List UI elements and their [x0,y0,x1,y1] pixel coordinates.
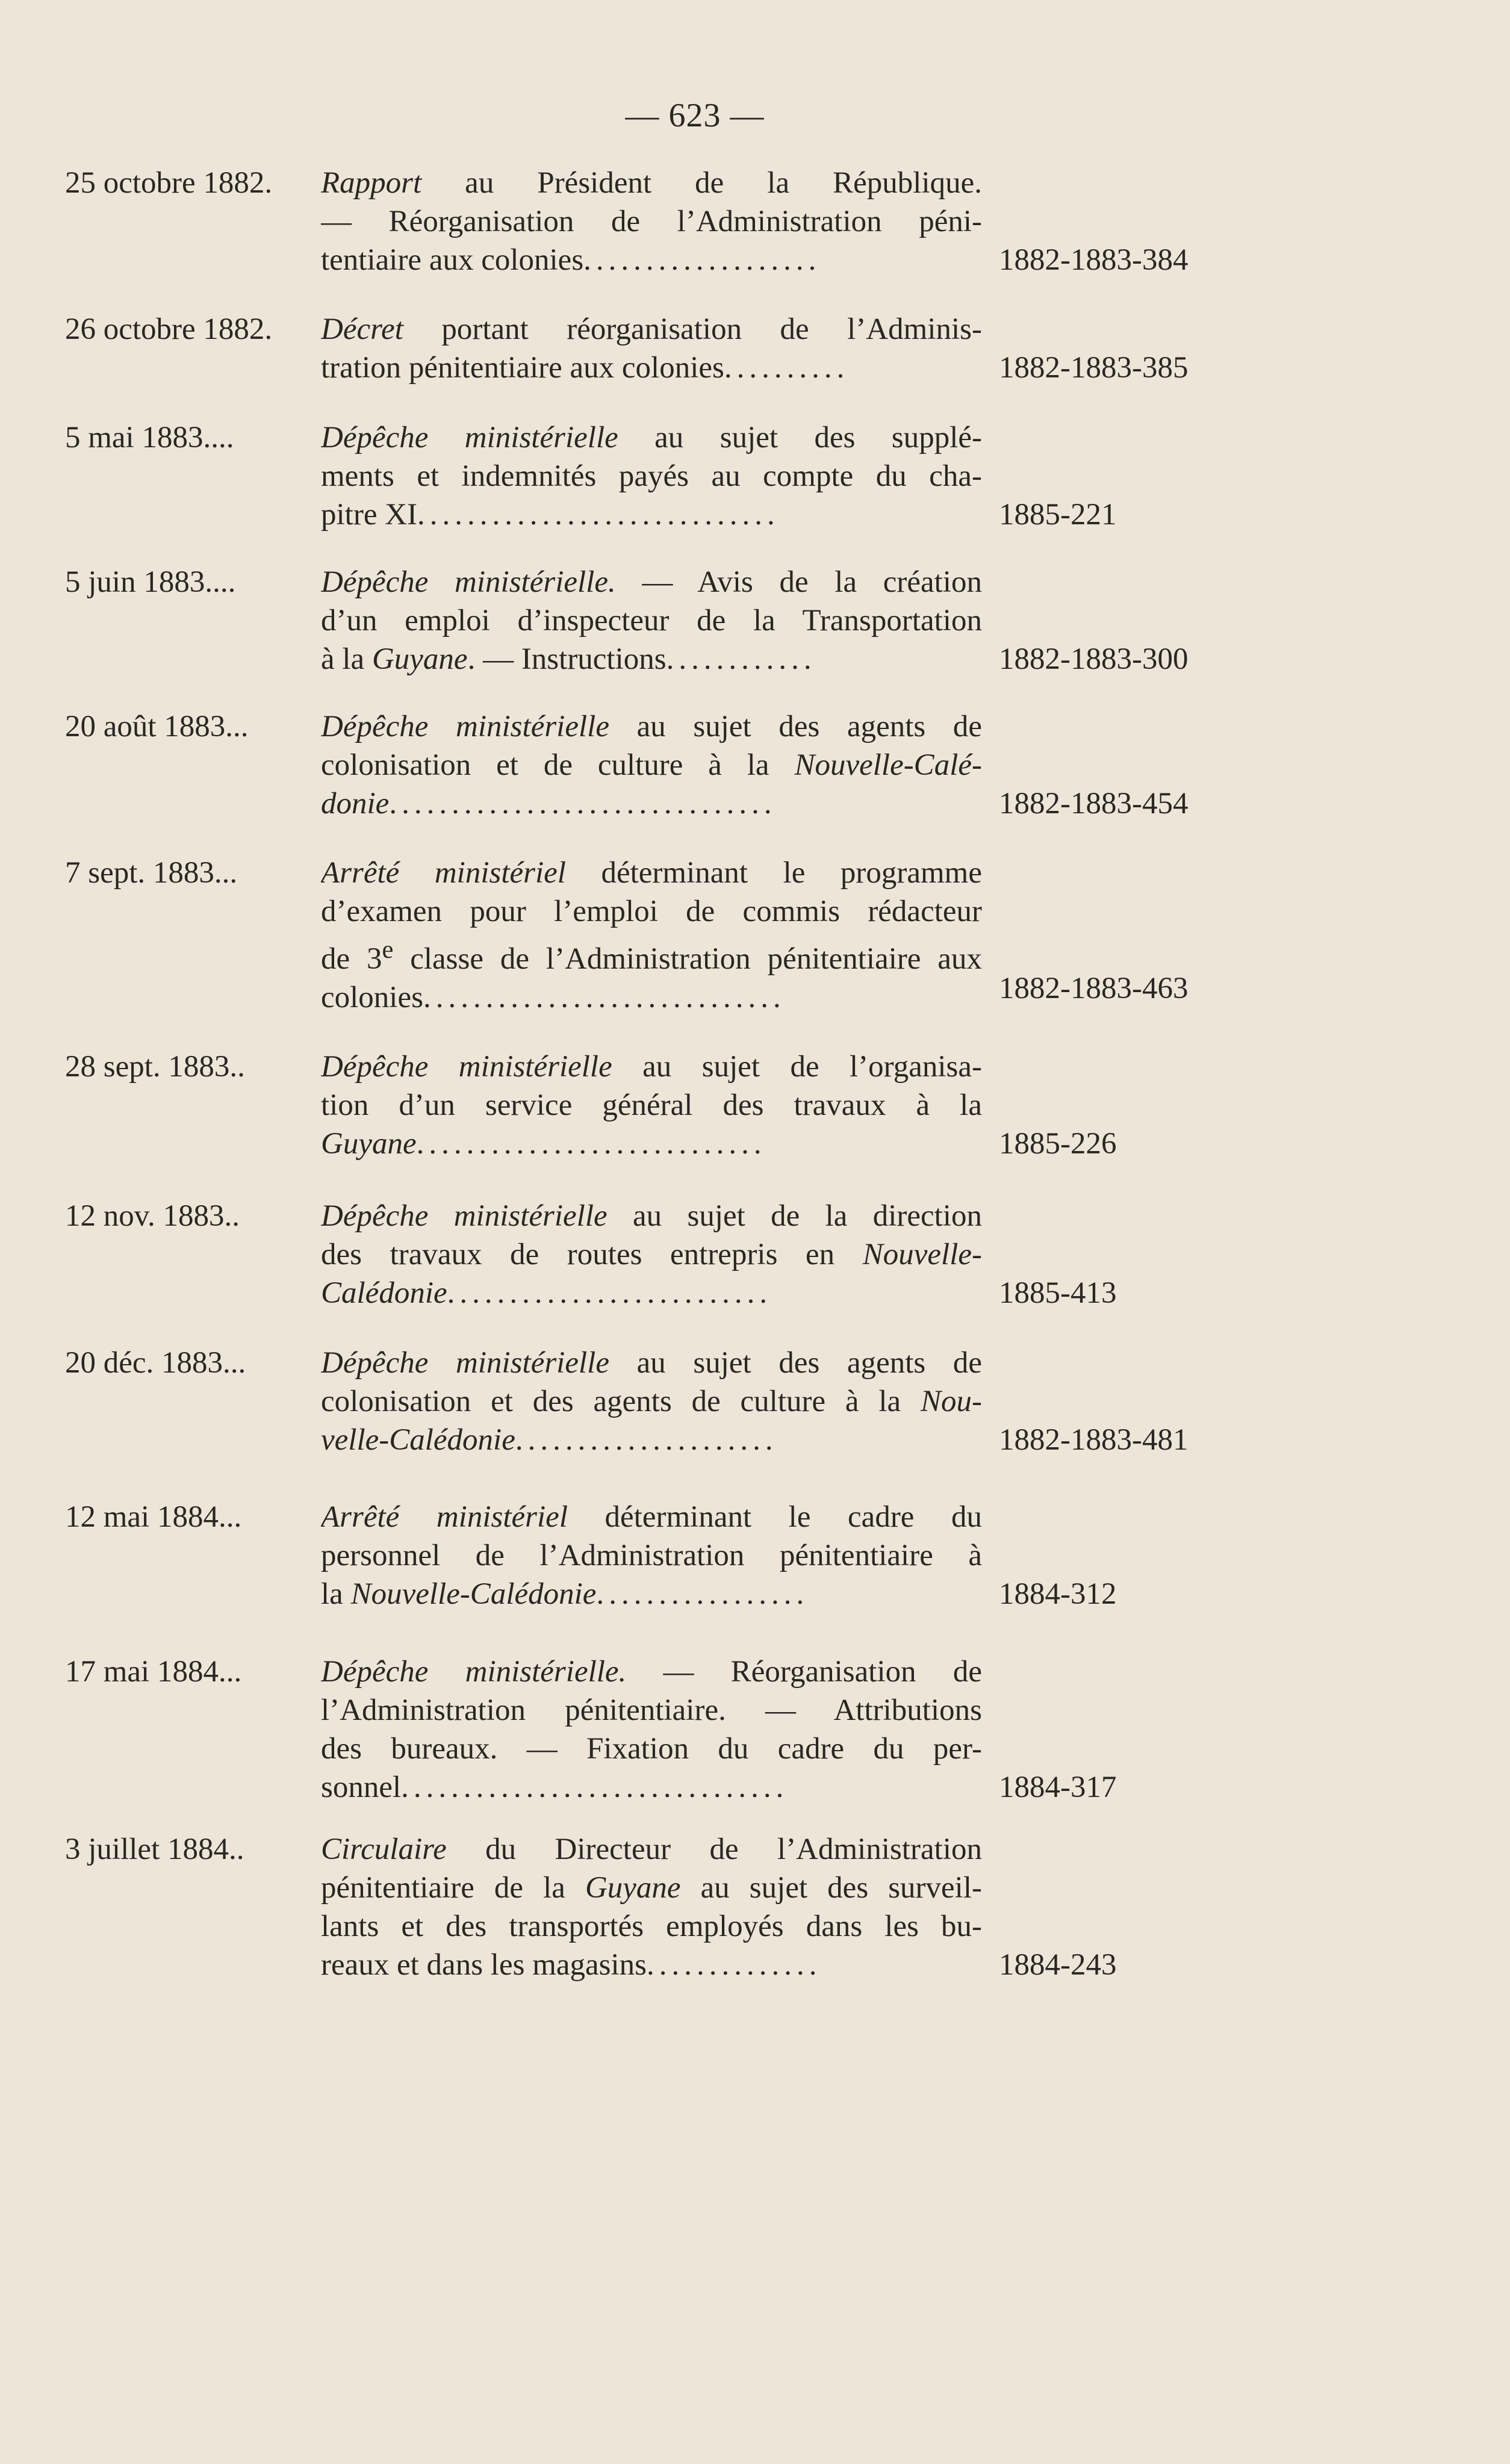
description-line: pitre XI............................. [321,498,780,532]
entry-date: 20 août 1883... [65,710,249,743]
description-line: ments et indemnités payés au compte du cha- [321,459,982,493]
description-line: Dépêche ministérielle au sujet des agents de [321,710,982,743]
leader-dots: .......... [724,351,850,385]
description-line: Rapport au Président de la République. [321,166,982,200]
entry-reference: 1882-1883-384 [999,243,1188,277]
leader-dots: ................... [583,243,821,277]
description-line: Arrêté ministériel déterminant le programme [321,856,982,890]
entry-date: 25 octobre 1882. [65,166,273,200]
description-line: sonnel............................... [321,1770,789,1804]
entry-date: 26 octobre 1882. [65,312,273,346]
entry-description [321,563,982,678]
entry-reference: 1882-1883-481 [999,1423,1188,1457]
description-line: Dépêche ministérielle. — Réorganisation de [321,1655,982,1689]
description-line: colonisation et des agents de culture à la Nou- [321,1385,982,1418]
leader-dots: .............. [647,1948,822,1982]
leader-dots: .......................... [447,1276,772,1310]
entry-reference: 1884-317 [999,1770,1117,1804]
entry-description [321,1498,982,1613]
description-line: colonisation et de culture à la Nouvelle-Calé- [321,748,982,782]
leader-dots: ................. [596,1577,809,1611]
description-line: des bureaux. — Fixation du cadre du per- [321,1732,982,1766]
description-line: d’un emploi d’inspecteur de la Transportation [321,604,982,638]
description-line: Dépêche ministérielle au sujet de la direction [321,1199,982,1233]
description-line: de 3e classe de l’Administration pénitentiaire aux [321,936,982,976]
description-line: Dépêche ministérielle. — Avis de la création [321,565,982,599]
description-line: tentiaire aux colonies................... [321,243,821,277]
description-line: Calédonie.......................... [321,1276,772,1310]
description-line: lants et des transportés employés dans les bu- [321,1910,982,1943]
entry-reference: 1885-226 [999,1127,1117,1161]
entry-date: 12 nov. 1883.. [65,1199,240,1233]
description-line: pénitentiaire de la Guyane au sujet des surveil- [321,1871,982,1905]
entry-reference: 1882-1883-385 [999,351,1188,385]
description-line: tion d’un service général des travaux à la [321,1088,982,1122]
description-line: des travaux de routes entrepris en Nouvelle- [321,1238,982,1271]
entry-reference: 1884-243 [999,1948,1117,1982]
description-line: Dépêche ministérielle au sujet des supplé- [321,421,982,455]
description-line: d’examen pour l’emploi de commis rédacteur [321,895,982,928]
description-line: tration pénitentiaire aux colonies.......... [321,351,850,385]
description-line: — Réorganisation de l’Administration péni- [321,205,982,238]
description-line: Dépêche ministérielle au sujet des agents de [321,1346,982,1380]
leader-dots: ............................ [416,1127,766,1161]
entry-description [321,418,982,534]
description-line: l’Administration pénitentiaire. — Attributions [321,1693,982,1727]
entry-description [321,854,982,1017]
entry-date: 5 mai 1883.... [65,421,234,455]
description-line: Guyane............................ [321,1127,766,1161]
entry-reference: 1884-312 [999,1577,1117,1611]
description-line: personnel de l’Administration pénitentiaire à [321,1539,982,1572]
entry-description [321,1652,982,1807]
entry-reference: 1882-1883-300 [999,642,1188,676]
leader-dots: ............................. [417,498,780,532]
entry-description [321,1344,982,1459]
leader-dots: ..................... [515,1423,778,1457]
entry-description [321,310,982,387]
description-line: Dépêche ministérielle au sujet de l’organisa- [321,1050,982,1084]
entry-date: 7 sept. 1883... [65,856,238,890]
entry-date: 28 sept. 1883.. [65,1050,245,1084]
entry-reference: 1885-413 [999,1276,1117,1310]
entry-reference: 1885-221 [999,498,1117,532]
entry-reference: 1882-1883-463 [999,972,1188,1005]
description-line: Décret portant réorganisation de l’Adminis- [321,312,982,346]
entry-description [321,1047,982,1163]
leader-dots: ............................... [401,1770,789,1804]
page-number: — 623 — [625,97,765,134]
description-line: velle-Calédonie..................... [321,1423,778,1457]
entry-date: 12 mai 1884... [65,1500,242,1534]
entry-date: 3 juillet 1884.. [65,1832,244,1866]
description-line: Arrêté ministériel déterminant le cadre du [321,1500,982,1534]
entry-description [321,707,982,823]
description-line: à la Guyane. — Instructions............ [321,642,816,676]
entry-date: 17 mai 1884... [65,1655,242,1689]
entry-description [321,1830,982,1984]
description-line: Circulaire du Directeur de l’Administration [321,1832,982,1866]
leader-dots: ............................... [389,787,777,821]
leader-dots: ............................. [423,981,786,1014]
entry-description [321,1197,982,1312]
entry-description [321,164,982,279]
entry-date: 20 déc. 1883... [65,1346,246,1380]
description-line: colonies............................. [321,981,786,1014]
description-line: reaux et dans les magasins.............. [321,1948,822,1982]
leader-dots: ............ [666,642,816,676]
entry-reference: 1882-1883-454 [999,787,1188,821]
entry-date: 5 juin 1883.... [65,565,236,599]
description-line: donie............................... [321,787,777,821]
description-line: la Nouvelle-Calédonie................. [321,1577,809,1611]
